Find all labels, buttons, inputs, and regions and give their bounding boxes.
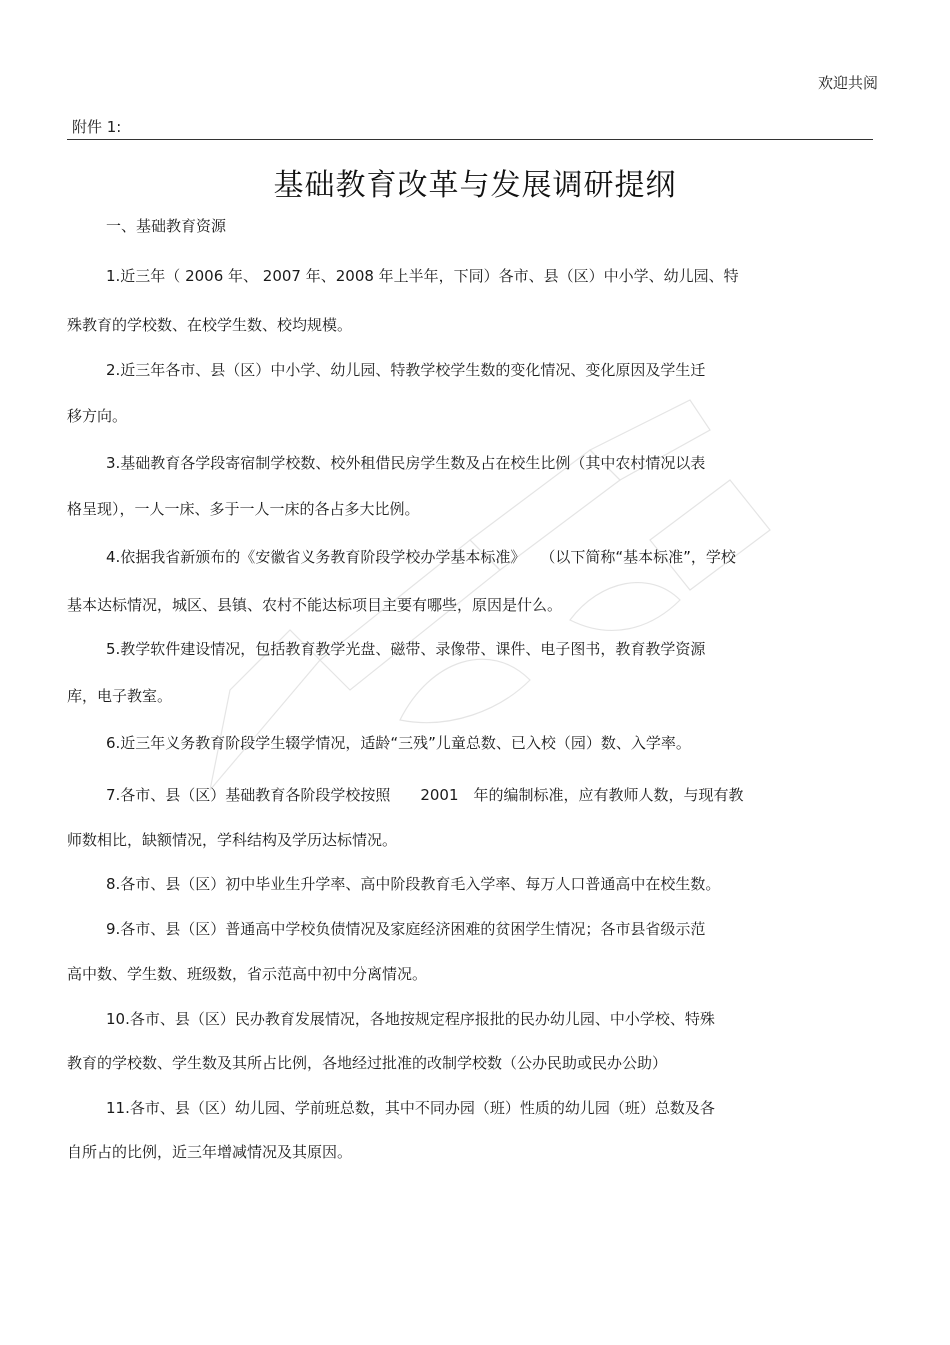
item-3-line-2: 格呈现），一人一床、多于一人一床的各占多大比例。 bbox=[67, 500, 420, 518]
header-right-text: 欢迎共阅 bbox=[817, 74, 878, 92]
item-4-line-1: 4.依据我省新颁布的《安徽省义务教育阶段学校办学基本标准》 （以下简称“基本标准”，学校 bbox=[106, 548, 736, 566]
item-11-line-1: 11.各市、县（区）幼儿园、学前班总数，其中不同办园（班）性质的幼儿园（班）总数及各 bbox=[106, 1099, 715, 1117]
item-6-line-1: 6.近三年义务教育阶段学生辍学情况，适龄“三残”儿童总数、已入校（园）数、入学率。 bbox=[106, 734, 691, 752]
item-7-line-2: 师数相比，缺额情况，学科结构及学历达标情况。 bbox=[67, 831, 398, 849]
attachment-label: 附件 1: bbox=[72, 118, 122, 136]
item-7-line-1: 7.各市、县（区）基础教育各阶段学校按照 2001 年的编制标准，应有教师人数，与现有教 bbox=[106, 786, 744, 804]
document-title: 基础教育改革与发展调研提纲 bbox=[273, 168, 677, 203]
item-3-line-1: 3.基础教育各学段寄宿制学校数、校外租借民房学生数及占在校生比例（其中农村情况以表 bbox=[106, 454, 706, 472]
item-5-line-2: 库，电子教室。 bbox=[67, 687, 173, 705]
item-4-line-2: 基本达标情况，城区、县镇、农村不能达标项目主要有哪些，原因是什么。 bbox=[67, 596, 563, 614]
header-divider bbox=[67, 139, 873, 140]
item-11-line-2: 自所占的比例，近三年增减情况及其原因。 bbox=[67, 1143, 353, 1161]
item-5-line-1: 5.教学软件建设情况，包括教育教学光盘、磁带、录像带、课件、电子图书，教育教学资源 bbox=[106, 640, 706, 658]
item-8-line-1: 8.各市、县（区）初中毕业生升学率、高中阶段教育毛入学率、每万人口普通高中在校生数。 bbox=[106, 875, 721, 893]
item-1-line-1: 1.近三年（ 2006 年、 2007 年、2008 年上半年，下同）各市、县（区）中小学、幼儿园、特 bbox=[106, 267, 739, 285]
item-1-line-2: 殊教育的学校数、在校学生数、校均规模。 bbox=[67, 316, 353, 334]
item-10-line-2: 教育的学校数、学生数及其所占比例，各地经过批准的改制学校数（公办民助或民办公助） bbox=[67, 1054, 668, 1072]
item-2-line-2: 移方向。 bbox=[67, 407, 128, 425]
section-heading: 一、基础教育资源 bbox=[106, 217, 227, 235]
item-2-line-1: 2.近三年各市、县（区）中小学、幼儿园、特教学校学生数的变化情况、变化原因及学生迁 bbox=[106, 361, 706, 379]
item-9-line-2: 高中数、学生数、班级数，省示范高中初中分离情况。 bbox=[67, 965, 428, 983]
item-10-line-1: 10.各市、县（区）民办教育发展情况，各地按规定程序报批的民办幼儿园、中小学校、特殊 bbox=[106, 1010, 715, 1028]
item-9-line-1: 9.各市、县（区）普通高中学校负债情况及家庭经济困难的贫困学生情况；各市县省级示范 bbox=[106, 920, 706, 938]
